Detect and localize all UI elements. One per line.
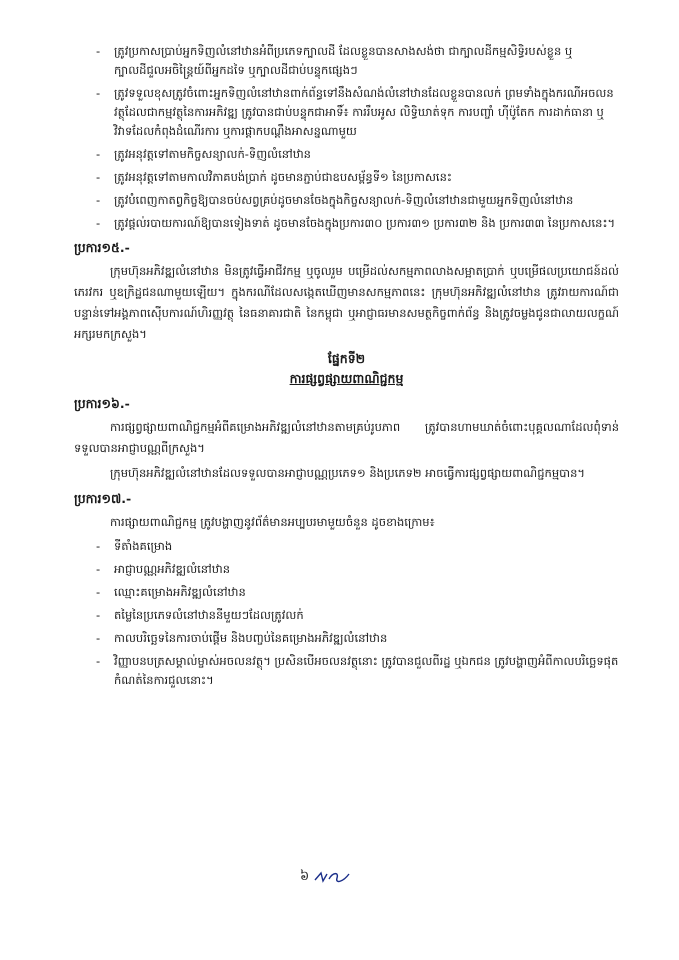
list-item: - ត្រូវបំពេញកាតព្វកិច្ចឱ្យបានចប់សព្វគ្រប់ដូចមានចែងក្នុងកិច្ចសន្យាលក់-ទិញលំនៅឋានជាមួយអ្នកទិញលំនៅឋាន: [74, 191, 619, 210]
list-item: - វិញ្ញាបនបត្រសម្គាល់ម្ចាស់អចលនវត្ថុ។ ប្រសិនបើអចលនវត្ថុនោះ ត្រូវបានជួលពីរដ្ឋ ឬឯកជន ត្រូវបង្ហាញអំពីកាលបរិច្ឆេទផុតកំណត់នៃការជួលនោះ។: [74, 652, 619, 690]
list-item: - ត្រូវអនុវត្តទៅតាមកិច្ចសន្យាលក់-ទិញលំនៅឋាន: [74, 145, 619, 164]
article-16-heading: ប្រការ១៦.-: [74, 396, 130, 411]
list-item: - ត្រូវអនុវត្តទៅតាមកាលវិភាគបង់ប្រាក់ ដូចមានភ្ជាប់ជាឧបសម្ព័ន្ធទី១ នៃប្រកាសនេះ: [74, 168, 619, 187]
part-2-subheading: ការផ្សព្វផ្សាយពាណិជ្ជកម្ម: [289, 371, 404, 386]
list-item: - ត្រូវផ្ដល់របាយការណ៍ឱ្យបានទៀងទាត់ ដូចមានចែងក្នុងប្រការ៣០ ប្រការ៣១ ប្រការ៣២ និង ប្រការ៣៣ នៃប្រកាសនេះ។: [74, 214, 619, 233]
list-item: - ត្រូវប្រកាសប្រាប់អ្នកទិញលំនៅឋានអំពីប្រភេទក្បាលដី ដែលខ្លួនបានសាងសង់ថា ជាក្បាលដីកម្មសិទ្ធិរបស់ខ្លួន ឬក្បាលដីជួលអចិន្ត្រៃយ៍ពីអ្នកដទៃ ឬក្បាលដីជាប់បន្ទុកផ្សេងៗ: [74, 42, 619, 80]
article-17-heading: ប្រការ១៧.-: [74, 491, 132, 506]
page-footer: [300, 868, 351, 887]
article-15-paragraph: ក្រុមហ៊ុនអភិវឌ្ឍលំនៅឋាន មិនត្រូវធ្វើអាជីវកម្ម ឬចូលរួម បម្រើដល់សកម្មភាពលាងសម្អាតប្រាក់ ឬបម្រើផលប្រយោជន៍ដល់ភេរវករ ឬឧក្រិដ្ឋជនណាមួយឡើយ។ ក្នុងករណីដែលសង្កេតឃើញមានសកម្មភាពនេះ ក្រុមហ៊ុនអភិវឌ្ឍលំនៅឋាន ត្រូវរាយការណ៍ជាបន្ទាន់ទៅអង្គភាពស៊ើបការណ៍ហិរញ្ញវត្ថុ នៃធនាគារជាតិ នៃកម្ពុជា ឬអាជ្ញាធរមានសមត្ថកិច្ចពាក់ព័ន្ធ និងត្រូវចម្លងជូនជាលាយលក្ខណ៍អក្សរមកក្រសួង។: [74, 264, 619, 341]
list-item: - ត្រូវទទួលខុសត្រូវចំពោះអ្នកទិញលំនៅឋានពាក់ព័ន្ធទៅនឹងសំណង់លំនៅឋានដែលខ្លួនបានលក់ ព្រមទាំងក្នុងករណីអចលនវត្ថុដែលជាកម្មវត្ថុនៃការអភិវឌ្ឍ ត្រូវបានជាប់បន្ទុកជាអាទិ៍៖ ការរឹបអូស លិទ្ធិឃាត់ទុក ការបញ្ចាំ ហ៊ីប៉ូតែក ការដាក់ធានា ឬវិវាទដែលកំពុងដំណើរការ ឬការផ្ដាកបណ្ដឹងអាសន្នណាមួយ: [74, 84, 619, 141]
obligations-list: [74, 42, 619, 233]
list-item: - អាជ្ញាបណ្ណអភិវឌ្ឍលំនៅឋាន: [74, 560, 619, 579]
list-item: - ទីតាំងគម្រោង: [74, 537, 619, 556]
part-2-heading: ផ្នែកទី២: [327, 351, 366, 366]
list-item: - កាលបរិច្ឆេទនៃការចាប់ផ្ដើម និងបញ្ចប់នៃគម្រោងអភិវឌ្ឍលំនៅឋាន: [74, 629, 619, 648]
article-16-paragraph-1: ការផ្សព្វផ្សាយពាណិជ្ជកម្មអំពីគម្រោងអភិវឌ្ឍលំនៅឋានតាមគ្រប់រូបភាព ត្រូវបានហាមឃាត់ចំពោះបុគ្គលណាដែលពុំទាន់ទទួលបានអាជ្ញាបណ្ណពីក្រសួង។: [74, 420, 619, 455]
page-number: ៦: [300, 869, 310, 884]
advertising-requirements-list: [74, 537, 619, 690]
article-17-paragraph: ការផ្សាយពាណិជ្ជកម្ម ត្រូវបង្ហាញនូវព័ត៌មានអប្បបរមាមួយចំនួន ដូចខាងក្រោម៖: [110, 515, 435, 529]
initials-mark-icon: [313, 870, 351, 884]
list-item: - ឈ្មោះគម្រោងអភិវឌ្ឍលំនៅឋាន: [74, 583, 619, 602]
article-16-paragraph-2: ក្រុមហ៊ុនអភិវឌ្ឍលំនៅឋានដែលទទួលបានអាជ្ញាបណ្ណប្រភេទ១ និងប្រភេទ២ អាចធ្វើការផ្សព្វផ្សាយពាណិជ្ជកម្មបាន។: [110, 466, 585, 480]
list-item: - តម្លៃនៃប្រភេទលំនៅឋាននីមួយៗដែលត្រូវលក់: [74, 606, 619, 625]
article-15-heading: ប្រការ១៥.-: [74, 240, 130, 255]
